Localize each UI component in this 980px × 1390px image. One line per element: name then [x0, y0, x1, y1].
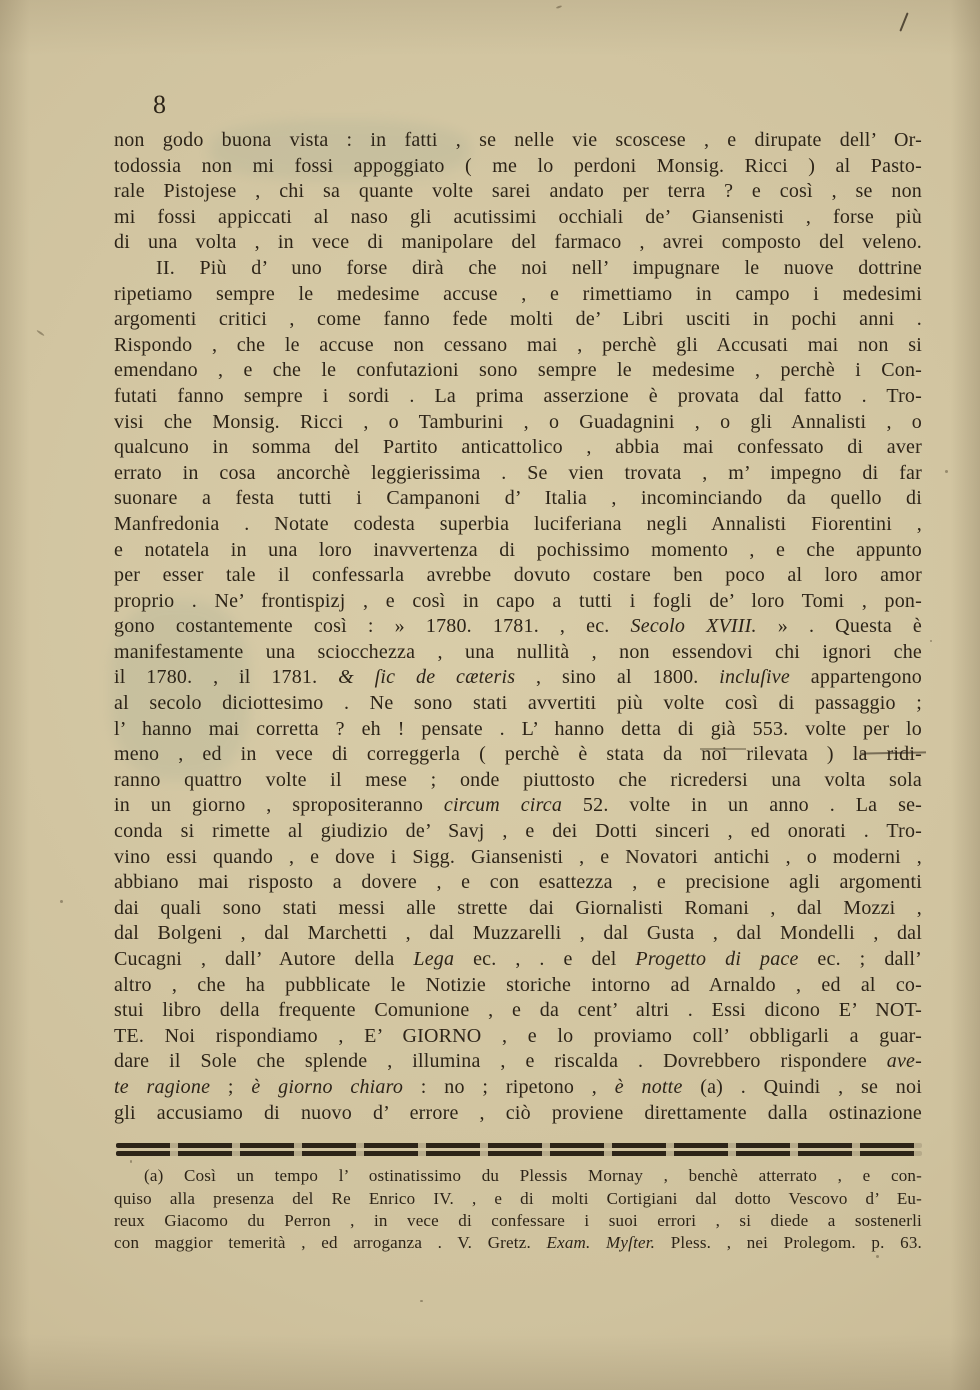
text-line [114, 1210, 922, 1232]
text-line [114, 1165, 922, 1187]
text-line [114, 998, 922, 1024]
text-line [114, 793, 922, 819]
text-segment: altro , che ha pubblicate le Notizie storiche intorno ad Arnaldo , ed al co- [114, 973, 922, 996]
text-segment: rale Pistojese , chi sa quante volte sarei andato per terra ? e così , se non [114, 180, 922, 203]
paper-speck [930, 640, 932, 642]
text-segment: Manfredonia . Notate codesta superbia luciferiana negli Annalisti Fiorentini , [114, 512, 922, 535]
text-line [114, 896, 922, 922]
text-line [114, 384, 922, 410]
text-line [114, 870, 922, 896]
text-line [114, 179, 922, 205]
text-line [114, 1232, 922, 1254]
text-line [114, 947, 922, 973]
text-segment: (a) Così un tempo l’ ostinatissimo du Plessis Mornay , benchè atterrato , e con- [144, 1166, 922, 1186]
text-segment: il 1780. , il 1781. [114, 666, 339, 689]
footnote-block [114, 1165, 922, 1255]
text-segment: visi che Monsig. Ricci , o Tamburini , o Guadagnini , o gli Annalisti , o [114, 410, 922, 433]
text-segment: al secolo diciottesimo . Ne sono stati avvertiti più volte così di passaggio ; [114, 692, 922, 715]
body-text [114, 128, 922, 1126]
text-line [114, 742, 922, 768]
text-segment: Pless. , nei Prolegom. p. 63. [655, 1233, 922, 1253]
text-segment: ranno quattro volte il mese ; onde piuttosto che ricredersi una volta sola [114, 768, 922, 791]
italic-text: è notte [614, 1075, 683, 1098]
italic-text: & ſic de cæteris [338, 666, 516, 689]
text-segment: proprio . Ne’ frontispizj , e così in capo a tutti i fogli de’ loro Tomi , pon- [114, 589, 922, 612]
text-segment: ec. , . e del [454, 948, 636, 970]
text-line [114, 665, 922, 691]
text-segment: argomenti critici , come fanno fede molti de’ Libri usciti in pochi anni . [114, 308, 922, 331]
text-segment: vino essi quando , e dove i Sigg. Giansenisti , e Novatori antichi , o moderni , [114, 845, 922, 868]
text-line [114, 717, 922, 743]
footnote-rule-bar [116, 1151, 922, 1156]
italic-text: circum circa [443, 794, 563, 817]
paper-speck [420, 1300, 423, 1302]
text-segment: appartengono [789, 666, 922, 689]
text-segment: conda si rimette al giudizio de’ Savj , e dei Dotti sinceri , ed onorati . Tro- [114, 820, 922, 843]
text-line [114, 410, 922, 436]
text-segment: quiso alla presenza del Re Enrico IV. , e di molti Cortigiani dal dotto Vescovo d’ Eu- [114, 1188, 922, 1208]
text-line [114, 486, 922, 512]
text-line [114, 1075, 922, 1101]
text-segment: gono costantemente così : » 1780. 1781. , ec. [114, 615, 631, 638]
text-line [114, 461, 922, 487]
text-segment: » . Questa è [756, 615, 923, 638]
text-segment: meno , ed in vece di correggerla ( perchè è stata da noi rilevata ) la ridi- [114, 743, 922, 766]
text-segment: suonare a festa tutti i Campanoni d’ Italia , incominciando da quello di [114, 487, 922, 510]
paper-speck [945, 470, 948, 473]
text-segment: (a) . Quindi , se noi [682, 1075, 922, 1098]
text-line [114, 1049, 922, 1075]
text-segment: per esser tale il confessarla avrebbe dovuto costare ben poco al loro amor [114, 564, 922, 587]
text-segment: ; [210, 1075, 252, 1098]
text-segment: con maggior temerità , ed arroganza . V. Gretz. [114, 1233, 547, 1253]
text-column [114, 128, 922, 1255]
text-segment: Cucagni , dall’ Autore della [114, 948, 414, 970]
text-line [114, 307, 922, 333]
italic-text: Exam. Myſter. [546, 1233, 656, 1253]
italic-text: Progetto di pace [635, 948, 799, 970]
text-line [114, 333, 922, 359]
page-number: 8 [153, 90, 167, 119]
paper-speck [876, 1255, 879, 1258]
text-line [114, 538, 922, 564]
text-line [114, 921, 922, 947]
italic-text: incluſive [719, 666, 790, 689]
text-segment: stui libro della frequente Comunione , e da cent’ altri . Essi dicono E’ NOT- [114, 999, 922, 1022]
text-line [114, 589, 922, 615]
italic-text: te ragione [114, 1075, 211, 1098]
text-line [114, 435, 922, 461]
text-line [114, 691, 922, 717]
text-line [114, 1188, 922, 1210]
text-segment: dal Bolgeni , dal Marchetti , dal Muzzarelli , dal Gusta , dal Mondelli , dal [114, 922, 922, 945]
text-segment: abbiano mai risposto a dovere , e con esattezza , e precisione agli argomenti [114, 871, 922, 894]
pen-mark [899, 12, 908, 31]
text-line [114, 973, 922, 999]
text-segment: ripetiamo sempre le medesime accuse , e rimettiamo in campo i medesimi [114, 282, 922, 305]
text-line [114, 819, 922, 845]
italic-text: è giorno chiaro [251, 1075, 404, 1098]
paper-speck [556, 5, 562, 9]
text-segment: 52. volte in un anno . La se- [562, 794, 923, 817]
text-segment: gli accusiamo di nuovo d’ errore , ciò proviene direttamente dalla ostinazione [114, 1101, 922, 1124]
italic-text: Secolo XVIII. [630, 615, 757, 638]
text-segment: manifestamente una sciocchezza , una nullità , non essendovi chi ignori che [114, 640, 922, 663]
text-segment: e notatela in una loro inavvertenza di pochissimo momento , e che appunto [114, 538, 922, 561]
footnote-rule-bar [116, 1143, 922, 1148]
text-line [114, 768, 922, 794]
italic-text: Lega [413, 948, 455, 970]
text-line [114, 154, 922, 180]
text-segment: futati fanno sempre i sordi . La prima asserzione è provata dal fatto . Tro- [114, 384, 922, 407]
text-line [114, 358, 922, 384]
text-segment: emendano , e che le confutazioni sono sempre le medesime , perchè i Con- [114, 359, 922, 382]
paper-speck [60, 900, 63, 903]
text-segment: reux Giacomo du Perron , in vece di confessare i suoi errori , si diede a sostenerli [114, 1210, 922, 1230]
text-line [114, 205, 922, 231]
text-segment: dare il Sole che splende , illumina , e riscalda . Dovrebbero rispondere [114, 1050, 887, 1073]
italic-text: ave- [886, 1050, 922, 1073]
text-segment: TE. Noi rispondiamo , E’ GIORNO , e lo proviamo coll’ obbligarli a guar- [114, 1024, 922, 1047]
text-line [114, 614, 922, 640]
text-segment: dai quali sono stati messi alle strette dai Giornalisti Romani , dal Mozzi , [114, 896, 922, 919]
text-segment: in un giorno , spropositeranno [114, 794, 444, 817]
text-segment: , sino al 1800. [515, 666, 720, 689]
text-segment: non godo buona vista : in fatti , se nelle vie scoscese , e dirupate dell’ Or- [114, 129, 922, 151]
text-segment: II. Più d’ uno forse dirà che noi nell’ impugnare le nuove dottrine [156, 256, 922, 279]
text-segment: todossia non mi fossi appoggiato ( me lo perdoni Monsig. Ricci ) al Pasto- [114, 154, 922, 177]
text-segment: ec. ; dall’ [798, 948, 922, 970]
text-line [114, 845, 922, 871]
text-line [114, 563, 922, 589]
text-line [114, 512, 922, 538]
text-segment: errato in cosa ancorchè leggierissima . Se vien trovata , m’ impegno di far [114, 461, 922, 484]
footnote-rule [116, 1143, 922, 1156]
paper-speck [36, 330, 45, 337]
text-segment: di una volta , in vece di manipolare del farmaco , avrei composto del veleno. [114, 231, 922, 254]
text-line [114, 640, 922, 666]
text-line [114, 1024, 922, 1050]
text-line [114, 128, 922, 154]
text-line [114, 256, 922, 282]
text-line [114, 230, 922, 256]
text-line [114, 1101, 922, 1127]
text-segment: l’ hanno mai corretta ? eh ! pensate . L’ hanno detta di già 553. volte per lo [114, 717, 922, 740]
text-segment: Rispondo , che le accuse non cessano mai , perchè gli Accusati mai non si [114, 333, 922, 356]
text-segment: : no ; ripetono , [403, 1075, 615, 1098]
text-line [114, 282, 922, 308]
text-segment: mi fossi appiccati al naso gli acutissimi occhiali de’ Giansenisti , forse più [114, 205, 922, 228]
text-segment: qualcuno in somma del Partito anticattolico , abbia mai confessato di aver [114, 436, 922, 459]
